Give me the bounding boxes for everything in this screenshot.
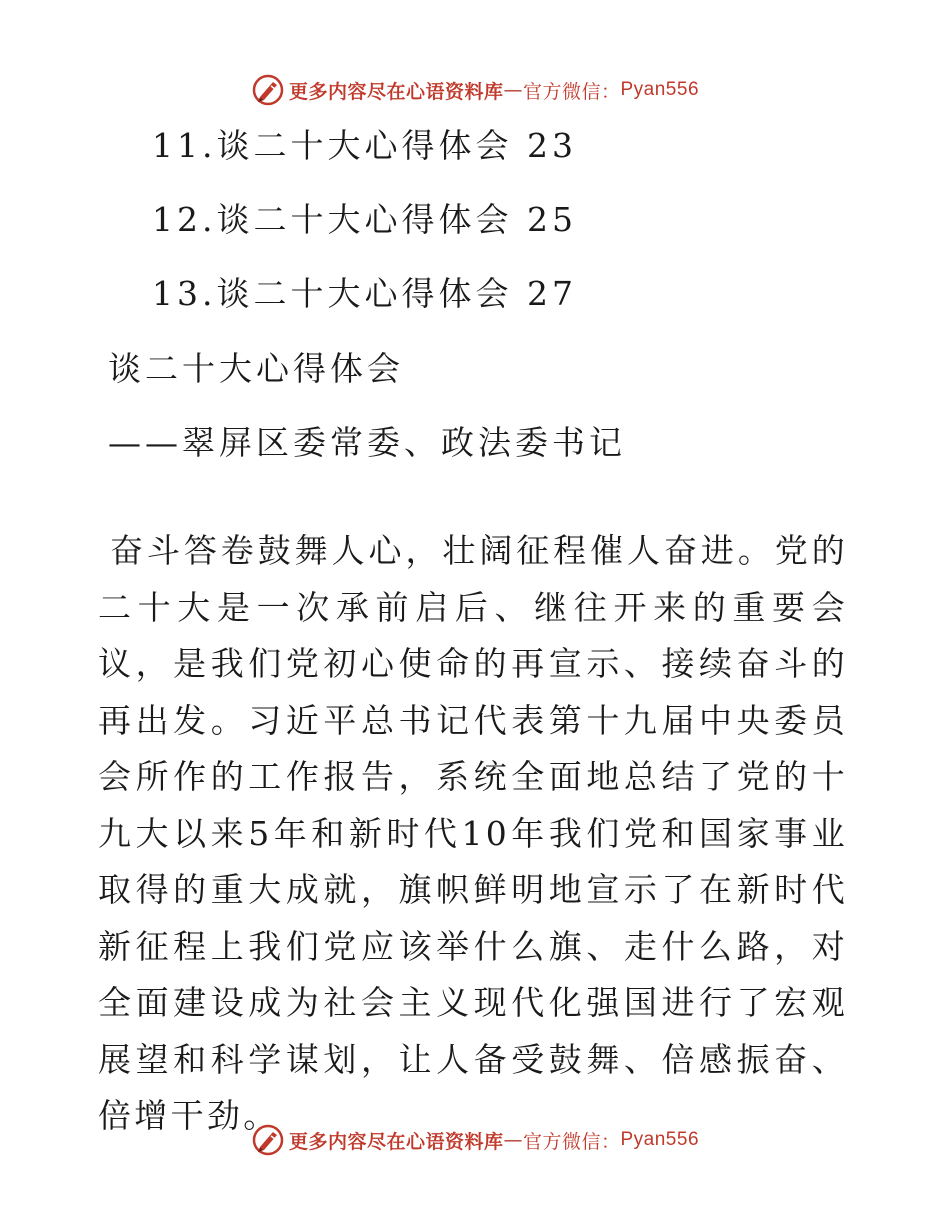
watermark-footer <box>0 1122 950 1158</box>
watermark-wechat-id: Pyan556 <box>620 1129 700 1150</box>
toc-number: 13. <box>152 274 217 313</box>
document-subtitle: ——翠屏区委常委、政法委书记 <box>108 423 626 462</box>
watermark-dash: — <box>503 79 523 101</box>
watermark-wechat-id: Pyan556 <box>620 79 700 100</box>
toc-text: 谈二十大心得体会 <box>216 200 513 239</box>
toc-item <box>152 274 577 314</box>
pen-logo-icon <box>251 73 285 107</box>
toc-page: 23 <box>526 126 577 165</box>
watermark-main-text: 更多内容尽在心语资料库 <box>288 1130 504 1153</box>
toc-page: 27 <box>526 274 577 313</box>
document-title: 谈二十大心得体会 <box>108 349 404 388</box>
pen-logo-icon <box>251 1123 285 1157</box>
watermark-main-text: 更多内容尽在心语资料库 <box>288 80 504 103</box>
watermark-official-label: 官方微信： <box>522 1130 621 1153</box>
toc-text: 谈二十大心得体会 <box>216 126 513 165</box>
toc-text: 谈二十大心得体会 <box>216 274 513 313</box>
toc-page: 25 <box>526 200 577 239</box>
toc-number: 12. <box>152 200 217 239</box>
toc-item <box>152 200 577 240</box>
watermark-dash: — <box>503 1129 523 1151</box>
body-paragraph: 奋斗答卷鼓舞人心，壮阔征程催人奋进。党的二十大是一次承前启后、继往开来的重要会议，是我们党初心使命的再宣示、接续奋斗的再出发。习近平总书记代表第十九届中央委员会所作的工作报告，系统全面地总结了党的十九大以来5年和新时代10年我们党和国家事业取得的重大成就，旗帜鲜明地宣示了在新时代新征程上我们党应该举什么旗、走什么路，对全面建设成为社会主义现代化强国进行了宏观展望和科学谋划，让人备受鼓舞、倍感振奋、倍增干劲。 <box>98 531 848 1135</box>
toc-item <box>152 126 577 166</box>
watermark-header <box>0 72 950 108</box>
watermark-official-label: 官方微信： <box>522 80 621 103</box>
toc-number: 11. <box>152 126 217 165</box>
